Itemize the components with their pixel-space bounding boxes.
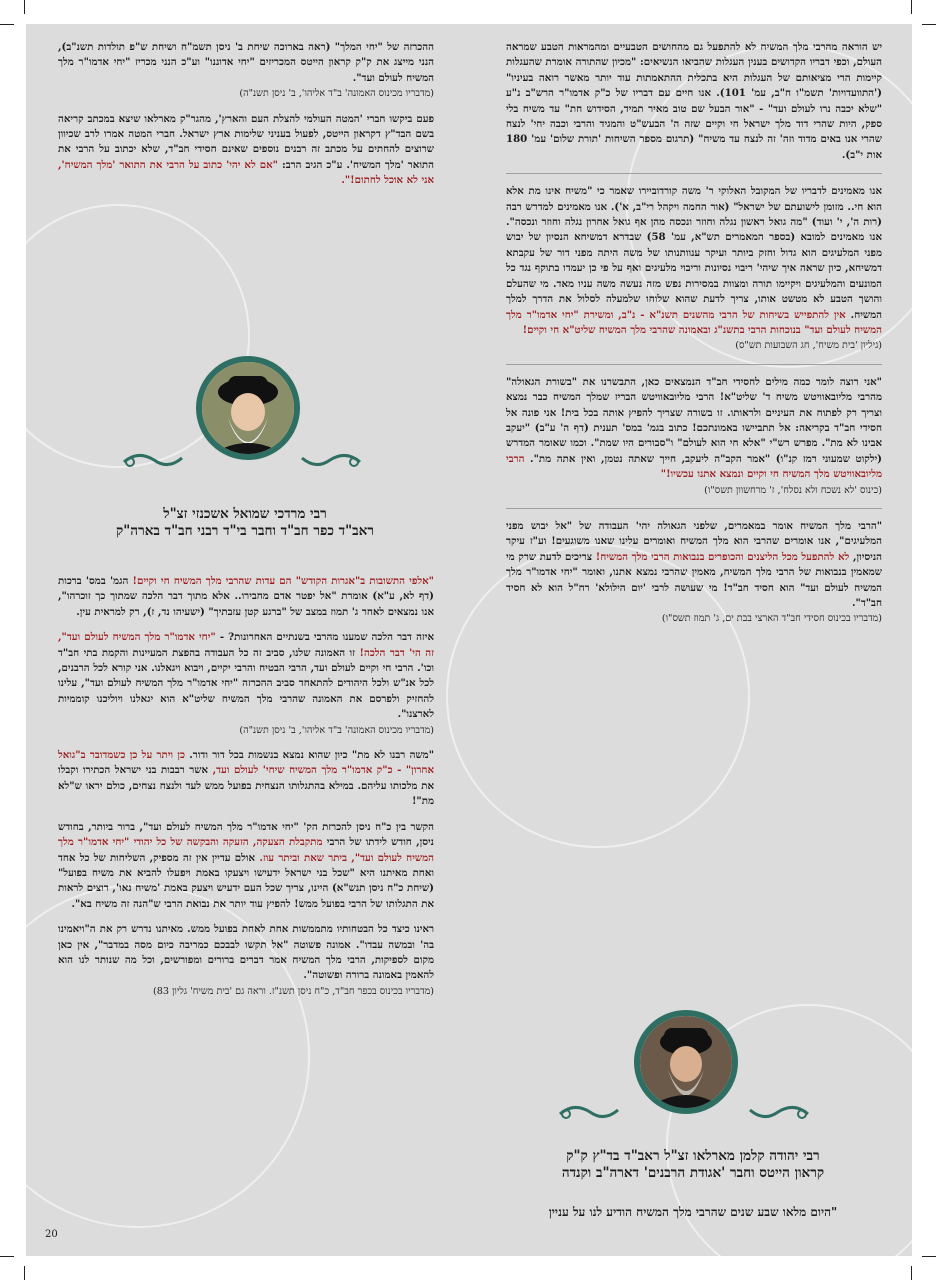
paragraph: אנו מאמינים לדבריו של המקובל האלוקי ר' משה קורדוביירו שאמר כי "משיח אינו מת אלא הוא חי.. מזומן לישועתם של ישראל" (אור החמה ויקהל רי"ב, א'). אנו מאמינים למדרש רבה (רות ה', י' ועוד) "מה גואל ראשון נגלה וחוזר ונכסה מהן אף גואל אחרון נגלה וחוזר ונכסה". אנו מאמינים למובא (בספר המאמרים תש"א, עמ' 58) שבדרא דמשיחא הנסיון של יבוש מפני המלעיגים הוא גדול וחזק ביותר ועיקר ענוותנותו של משה היתה מפני דור של עקבתא דמשיחא, כיון שראה איך שיהי' ריבוי נסיונות וריבוי מלעיגים ואף על פי כן יעמדו בתוקף נגד כל המונעים והמלעיגים ויקיימו תורה ומצוות במסירות נפש מזה נעשה משה עניו מאד. מי שהעלם והושך הטבע לא מטשט אותו, צריך לדעת שהוא שלוחו שלמעלה לסלול את הדרך למלך המשיח. אין להתפייש בשיחות של הרבי מהשנים תשנ"א - נ"ב, ומשירת "יחי אדמו"ר מלך המשיח לעולם ועד" בנוכחות הרבי בתשנ"ג ובאמונה שהרבי מלך המשיח שליט"א חי וקיים! (גיליון 'בית משיח', חג השבועות תש"ס) bbox=[506, 184, 882, 353]
portrait-photo-icon bbox=[640, 1016, 732, 1108]
rabbi-title: ראב"ד כפר חב"ד וחבר בי"ד רבני חב"ד בארה"ק bbox=[116, 523, 374, 539]
quote-opening: "היום מלאו שבע שנים שהרבי מלך המשיח הודיע לנו על עניין bbox=[548, 1205, 838, 1219]
paragraph: "אני רוצה לומר כמה מילים לחסידי חב"ד הנמצאים כאן, התבשרנו את "בשורת הגאולה" מהרבי מליובאוויטש משיח ד' שליט"א! הרבי מליובאוויטש הבריז שמלך המשיח כבר נמצא וצריך רק לפתוח את העיניים ולראותו. זו בשורה שצריך להפיץ אותה בכל בית! אני פונה אל חסידי חב"ד בקריאה: אל תתביישו באמונתכם! כתוב בגמ' במס' תענית (דף ה' ע"ב) "יעקב אבינו לא מת". מפרש רש"י "אלא חי הוא לעולם" ו"סבורים היו שמת". וכמו שאומר המדרש (ילקוט שמעוני רמז קנ"ו) "אמר הקב"ה ליעקב, חייך שאתה נטמן, ואין אתה מת". הרבי מליובאוויטש מלך המשיח חי וקיים ונמצא אתנו עכשיו!" (כינוס 'לא נשכח ולא נסלח', ז' מרחשוון תשס"ו) bbox=[506, 375, 882, 498]
left-column-bottom bbox=[58, 574, 434, 1009]
rabbi-portrait-top bbox=[196, 356, 300, 460]
source-citation: (מדבריו מכינוס האמונה' ב"ד אליהו', ב' ניסן תשנ"ה) bbox=[239, 88, 434, 100]
crop-mark bbox=[922, 24, 936, 25]
paragraph: איזה דבר הלכה שמענו מהרבי בשנתיים האחרונות? - "יחי אדמו"ר מלך המשיח לעולם ועד", זה הי' דבר הלכה! זו האמונה שלנו, סביב זה כל העבודה בהפצת המעיינות והקמת בתי חב"ד וכו'. הרבי חי וקיים לעולם ועד, הרבי הבטיח והרבי יקיים, ויבוא ויגאלנו. אני קורא לכל הרבנים, לכל אנ"ש ולכל היהודים להתאחד סביב ההכרזה "יחי אדמו"ר מלך המשיח לעולם ועד", עלינו להחזיק ולפרסם את האמונה שהרבי מלך המשיח שליט"א הוא יגאלנו ויוליכנו קוממיות לארצנו". (מדבריו מכינוס האמונה' ב"ד אליהו', ב' ניסן תשנ"ה) bbox=[58, 630, 434, 738]
paragraph: יש הוראה מהרבי מלך המשיח לא להתפעל גם מהחושים הטבעיים ומהמראות הטבע שמראה העולם, וכפי דבריו הקדושים בענין העגלות שהביאו הנשיאים: "מכיון שהתורה אומרת שהעגלות קיימות הרי מציאותם של העגלות היא בתכלית ההתאמתות עוד יותר מאשר רואה בעיניו" ('התוועדויות' תשמ"ו ח"ב, עמ' 101). אנו חיים עם דבריו של כ"ק אדמו"ר הרש"ב נ"ע "שלא יכבה נרו לעולם ועד" - "אור הבעל שם טוב מאיר תמיד, הסידוש חת" עד משיח בלי ספק, היות שהרי דוד מלך ישראל חי וקיים שזה ה' הבעש"ט והמגיד והרבי וכבה יחי' לנצח שהרי אנו באים מדוד וזה' זה לנצח עד משיח" (תרגום מספר השיחות 'תורת שלום' עמ' 180 אות י"ב). bbox=[506, 41, 882, 161]
flourish-ornament bbox=[556, 1100, 620, 1124]
paragraph: ראינו כיצד כל הבטחותיו מתממשות אחת לאחת בפועל ממש. מאיתנו נדרש רק את ה"ויאמינו בה' ובמשה עבדו". אמונה פשוטה "אל תקשו לבבכם כמריבה כיום מסה במדבר", אין כאן מקום לספיקות, הרבי מלך המשיח אמר דברים ברורים ומפורשים, וכל מה שנותר לנו הוא להאמין באמונה ברורה ופשוטה". (מדבריו בכינוס בכפר חב"ד, כ"ח ניסן תשנ"ז. וראה גם 'בית משיח' גליון 83) bbox=[58, 922, 434, 999]
crop-mark bbox=[911, 0, 912, 14]
source-citation: (כינוס 'לא נשכח ולא נסלח', ז' מרחשוון תשס"ו) bbox=[704, 484, 882, 496]
rabbi-name: רבי מרדכי שמואל אשכנזי זצ"ל bbox=[163, 506, 327, 522]
source-citation: (מדבריו בכינוס חסידי חב"ד הארצי בבת ים, ג' תמוז תשס"ו) bbox=[661, 613, 882, 625]
rabbi-title: קראון הייטס וחבר 'אגודת הרבנים' דארה"ב וקנדה bbox=[561, 1165, 825, 1181]
portrait-caption-top bbox=[60, 506, 430, 540]
paragraph: "הרבי מלך המשיח אומר במאמרים, שלפני הגאולה יהי' העבודה של "אל יבוש מפני המלעיגים", אנו אומרים שהרבי הוא מלך המשיח ואומרים עלינו שאנו משוגעים! וע"ז עיקר הניסיון, לא להתפעל מכל הליצנים והכופרים בנבואות הרבי מלך המשיח! צריכים לדעת שרק מי שמאמין בנבואות של הרבי מלך המשיח, מאמין שהרבי נמצא אתנו, ואומר "יחי אדמו"ר מלך המשיח לעולם ועד" הוא חסיד חב"ד! מי שעושה לרבי 'יום הילולא' רח"ל הוא לא חסיד חב"ד". (מדבריו בכינוס חסידי חב"ד הארצי בבת ים, ג' תמוז תשס"ו) bbox=[506, 519, 882, 627]
rabbi-name: רבי יהודה קלמן מארלאו זצ"ל ראב"ד בד"ץ ק"ק bbox=[566, 1148, 820, 1164]
paragraph: פעם ביקשו חברי 'המטה העולמי להצלת העם והארץ', מהגר"ק מארלאו שיצא במכתב קריאה בשם הבד"ץ דקראון הייטס, לפעול בעניני שלימות ארץ ישראל. חברי המטה אמרו לרב שכיוון שרוצים להחתים על מכתב זה רבנים נוספים שאינם חסידי חב"ד, שלא יכתוב על הרבי את התואר 'מלך המשיח'. ע"כ הגיב הרב: "אם לא יהי' כתוב על הרבי את התואר 'מלך המשיח', אני לא אוכל לחתום!". bbox=[58, 112, 435, 187]
right-column bbox=[506, 40, 882, 637]
paragraph: ההכרזה של "יחי המלך" (ראה בארוכה שיחת ב' ניסן תשמ"ח ושיחת ש"פ תולדות תשנ"ב), הנני מייצג את ק"ק קראון הייטס המכריזים "יחי אדוננו" וע"כ הנני מכריז "יחי אדמו"ר מלך המשיח לעולם ועד". (מדבריו מכינוס האמונה' ב"ד אליהו', ב' ניסן תשנ"ה) bbox=[58, 40, 434, 102]
crop-mark bbox=[24, 0, 25, 14]
divider bbox=[506, 173, 882, 174]
portrait-caption-bottom bbox=[500, 1148, 886, 1221]
divider bbox=[506, 508, 882, 509]
divider bbox=[506, 364, 882, 365]
portrait-photo-icon bbox=[202, 362, 294, 454]
flourish-ornament bbox=[748, 1100, 812, 1124]
crop-mark bbox=[922, 1256, 936, 1257]
paragraph: "אלפי התשובות ב"אגרות הקודש" הם עדות שהרבי מלך המשיח חי וקיים! הגמ' במס' ברכות (דף לא, ע"א) אומרת "אל יפטר אדם מחבירו.. אלא מתוך דבר הלכה שמתוך כך זוכרהו", אנו נמצאים לאחר ג' תמוז במצב של "ברגע קטן עזבתיך" (ישעיהו נד, ז), רק למראית עין. bbox=[58, 575, 434, 618]
source-citation: (מדבריו בכינוס בכפר חב"ד, כ"ח ניסן תשנ"ז. וראה גם 'בית משיח' גליון 83) bbox=[152, 985, 434, 997]
paragraph: "משה רבנו לא מת" כיון שהוא נמצא בנשמות בכל דור ודור. כן ויתר על כן כשמדובר ב"גואל אחרון" - כ"ק אדמו"ר מלך המשיח שיחי' לעולם ועד, אשר רבבות בני ישראל הכתירו וקבלו את מלכותו עליהם. במילא בהתגלותו הנצחית בפועל ממש לעד ולנצח נצחים, כולם יראו ש"לא מת"! bbox=[58, 749, 435, 808]
paragraph: הקשר בין כ"ח ניסן להכרזת הק' "יחי אדמו"ר מלך המשיח לעולם ועד", ברור ביותר, בחודש ניסן, חודש לידתו של הרבי מתקבלת הצעקה, הזעקה והבקשה של כל יהודי "יחי אדמו"ר מלך המשיח לעולם ועד", ביתר שאת וביתר עוז. אולם עדיין אין זה מספיק, השליחות של כל אחד ואחת מאיתנו היא "שכל בני ישראל ידעישו ויצעקו באמת ויפעלו להביא את משיח בפועל" (שיחת כ"ח ניסן תנש"א) היינו, צריך שכל העם ידעיש ויצעק באמת 'משיח נאו', רוצים לראות את התגלותו של הרבי בפועל ממש! להפיץ עוד יותר את נבואת הרבי ש"הנה זה משיח בא". bbox=[58, 820, 434, 910]
crop-mark bbox=[24, 1266, 25, 1280]
crop-mark bbox=[0, 1256, 14, 1257]
crop-mark bbox=[0, 24, 14, 25]
source-citation: (גיליון 'בית משיח', חג השבועות תש"ס) bbox=[735, 340, 882, 352]
flourish-ornament bbox=[120, 448, 184, 472]
crop-mark bbox=[911, 1266, 912, 1280]
source-citation: (מדבריו מכינוס האמונה' ב"ד אליהו', ב' ניסן תשנ"ה) bbox=[239, 724, 434, 736]
rabbi-portrait-bottom bbox=[634, 1010, 738, 1114]
page-number: 20 bbox=[45, 1229, 58, 1240]
flourish-ornament bbox=[300, 448, 364, 472]
left-column-top bbox=[58, 40, 434, 199]
